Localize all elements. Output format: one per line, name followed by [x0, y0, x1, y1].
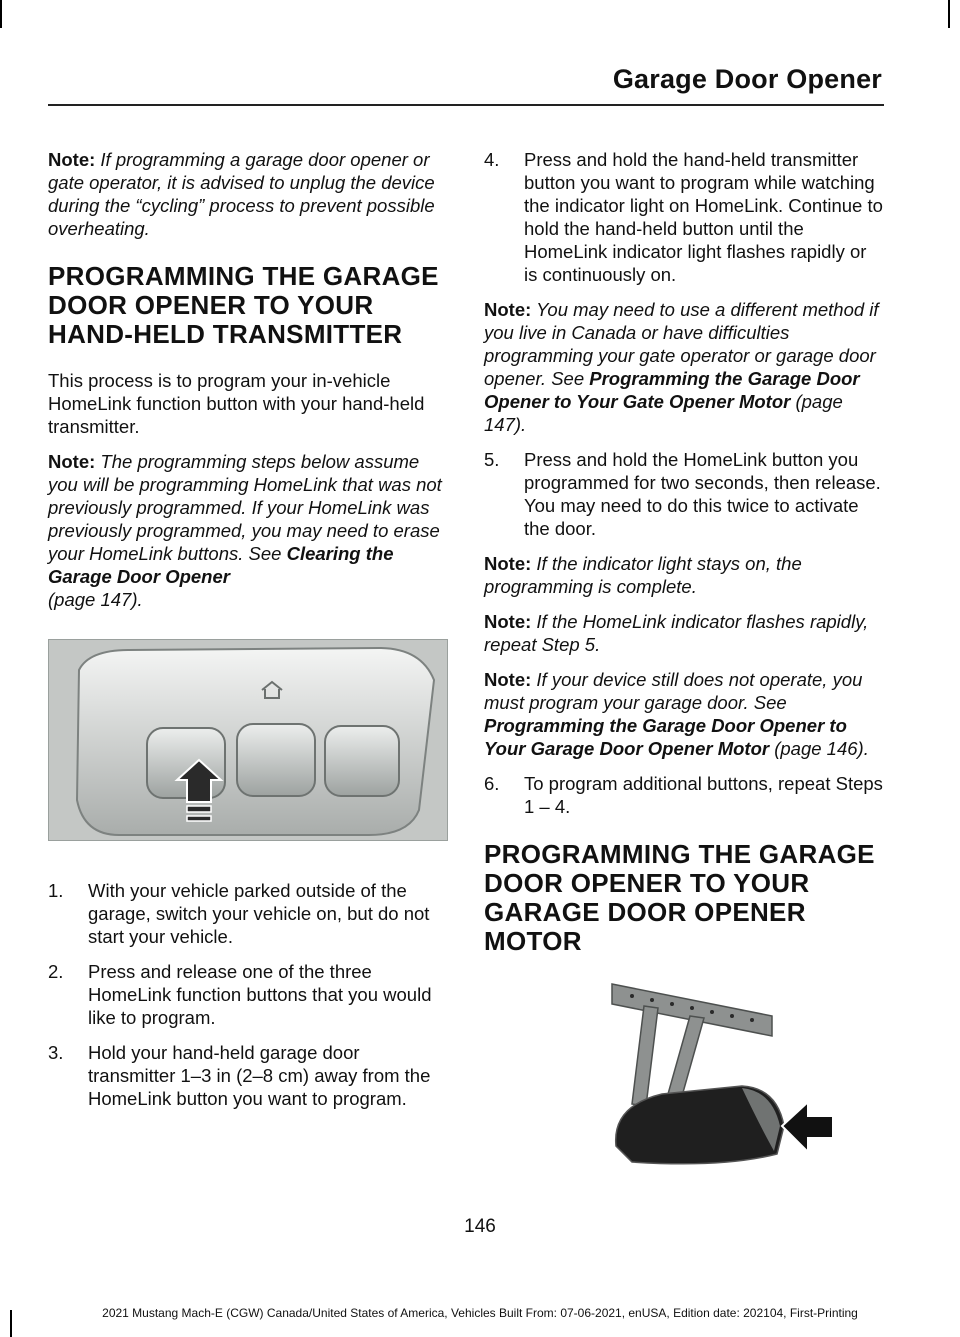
crop-mark [948, 0, 950, 28]
steps-list [48, 879, 448, 1110]
header-rule [48, 104, 884, 106]
note: Note: The programming steps below assume you will be programming HomeLink that was not previously programmed. If your HomeLink was previously programmed, you may need to erase your HomeLink buttons. See Clearing the Garage Door Opener (page 147). [48, 451, 442, 610]
left-column [48, 148, 448, 1122]
intro-paragraph: This process is to program your in-vehicle HomeLink function button with your hand-held transmitter. [48, 370, 425, 437]
footer-text: 2021 Mustang Mach-E (CGW) Canada/United States of America, Vehicles Built From: 07-06-2021, enUSA, Edition date: 202104, First-Printing [102, 1306, 858, 1320]
section-heading: PROGRAMMING THE GARAGE DOOR OPENER TO YOUR HAND-HELD TRANSMITTER [48, 261, 439, 349]
garage-motor-figure [572, 976, 832, 1181]
steps-list [484, 148, 884, 286]
list-item: 5. Press and hold the HomeLink button you programmed for two seconds, then release. You may need to do this twice to activate the door. [484, 449, 881, 539]
list-item: 4. Press and hold the hand-held transmitter button you want to program while watching the indicator light on HomeLink. Continue to hold the hand-held button until the HomeLink indicator light flashes rapidly or is continuously on. [484, 149, 883, 285]
page-title: Garage Door Opener [612, 64, 882, 94]
page-number: 146 [464, 1216, 496, 1237]
crop-mark [0, 0, 2, 28]
list-item: 3. Hold your hand-held garage door transmitter 1–3 in (2–8 cm) away from the HomeLink button you want to program. [48, 1042, 431, 1109]
steps-list [484, 448, 884, 540]
homelink-buttons-figure [48, 639, 448, 841]
list-item: 2. Press and release one of the three HomeLink function buttons that you would like to program. [48, 961, 432, 1028]
note: Note: If programming a garage door opener or gate operator, it is advised to unplug the device during the “cycling” process to prevent possible overheating. [48, 149, 435, 239]
cross-reference-link[interactable]: Programming the Garage Door Opener to Your Gate Opener Motor [484, 368, 860, 412]
cross-reference-link[interactable]: Programming the Garage Door Opener to Your Garage Door Opener Motor [484, 715, 847, 759]
note: Note: If the indicator light stays on, the programming is complete. [484, 553, 802, 597]
note: Note: If your device still does not operate, you must program your garage door. See Programming the Garage Door Opener to Your Garage Door Opener Motor (page 146). [484, 669, 869, 759]
list-item: 1. With your vehicle parked outside of the garage, switch your vehicle on, but do not start your vehicle. [48, 880, 430, 947]
arrow-left-icon [782, 1102, 832, 1152]
section-heading: PROGRAMMING THE GARAGE DOOR OPENER TO YOUR GARAGE DOOR OPENER MOTOR [484, 839, 875, 956]
cross-reference-link[interactable]: Clearing the Garage Door Opener [48, 543, 394, 587]
note: Note: You may need to use a different method if you live in Canada or have difficulties programming your gate operator or garage door opener. See Programming the Garage Door Opener to Your Gate Opener Motor (page 147). [484, 299, 879, 435]
steps-list [484, 772, 884, 818]
list-item: 6. To program additional buttons, repeat Steps 1 – 4. [484, 773, 883, 817]
right-column [484, 148, 884, 1181]
note: Note: If the HomeLink indicator flashes rapidly, repeat Step 5. [484, 611, 869, 655]
